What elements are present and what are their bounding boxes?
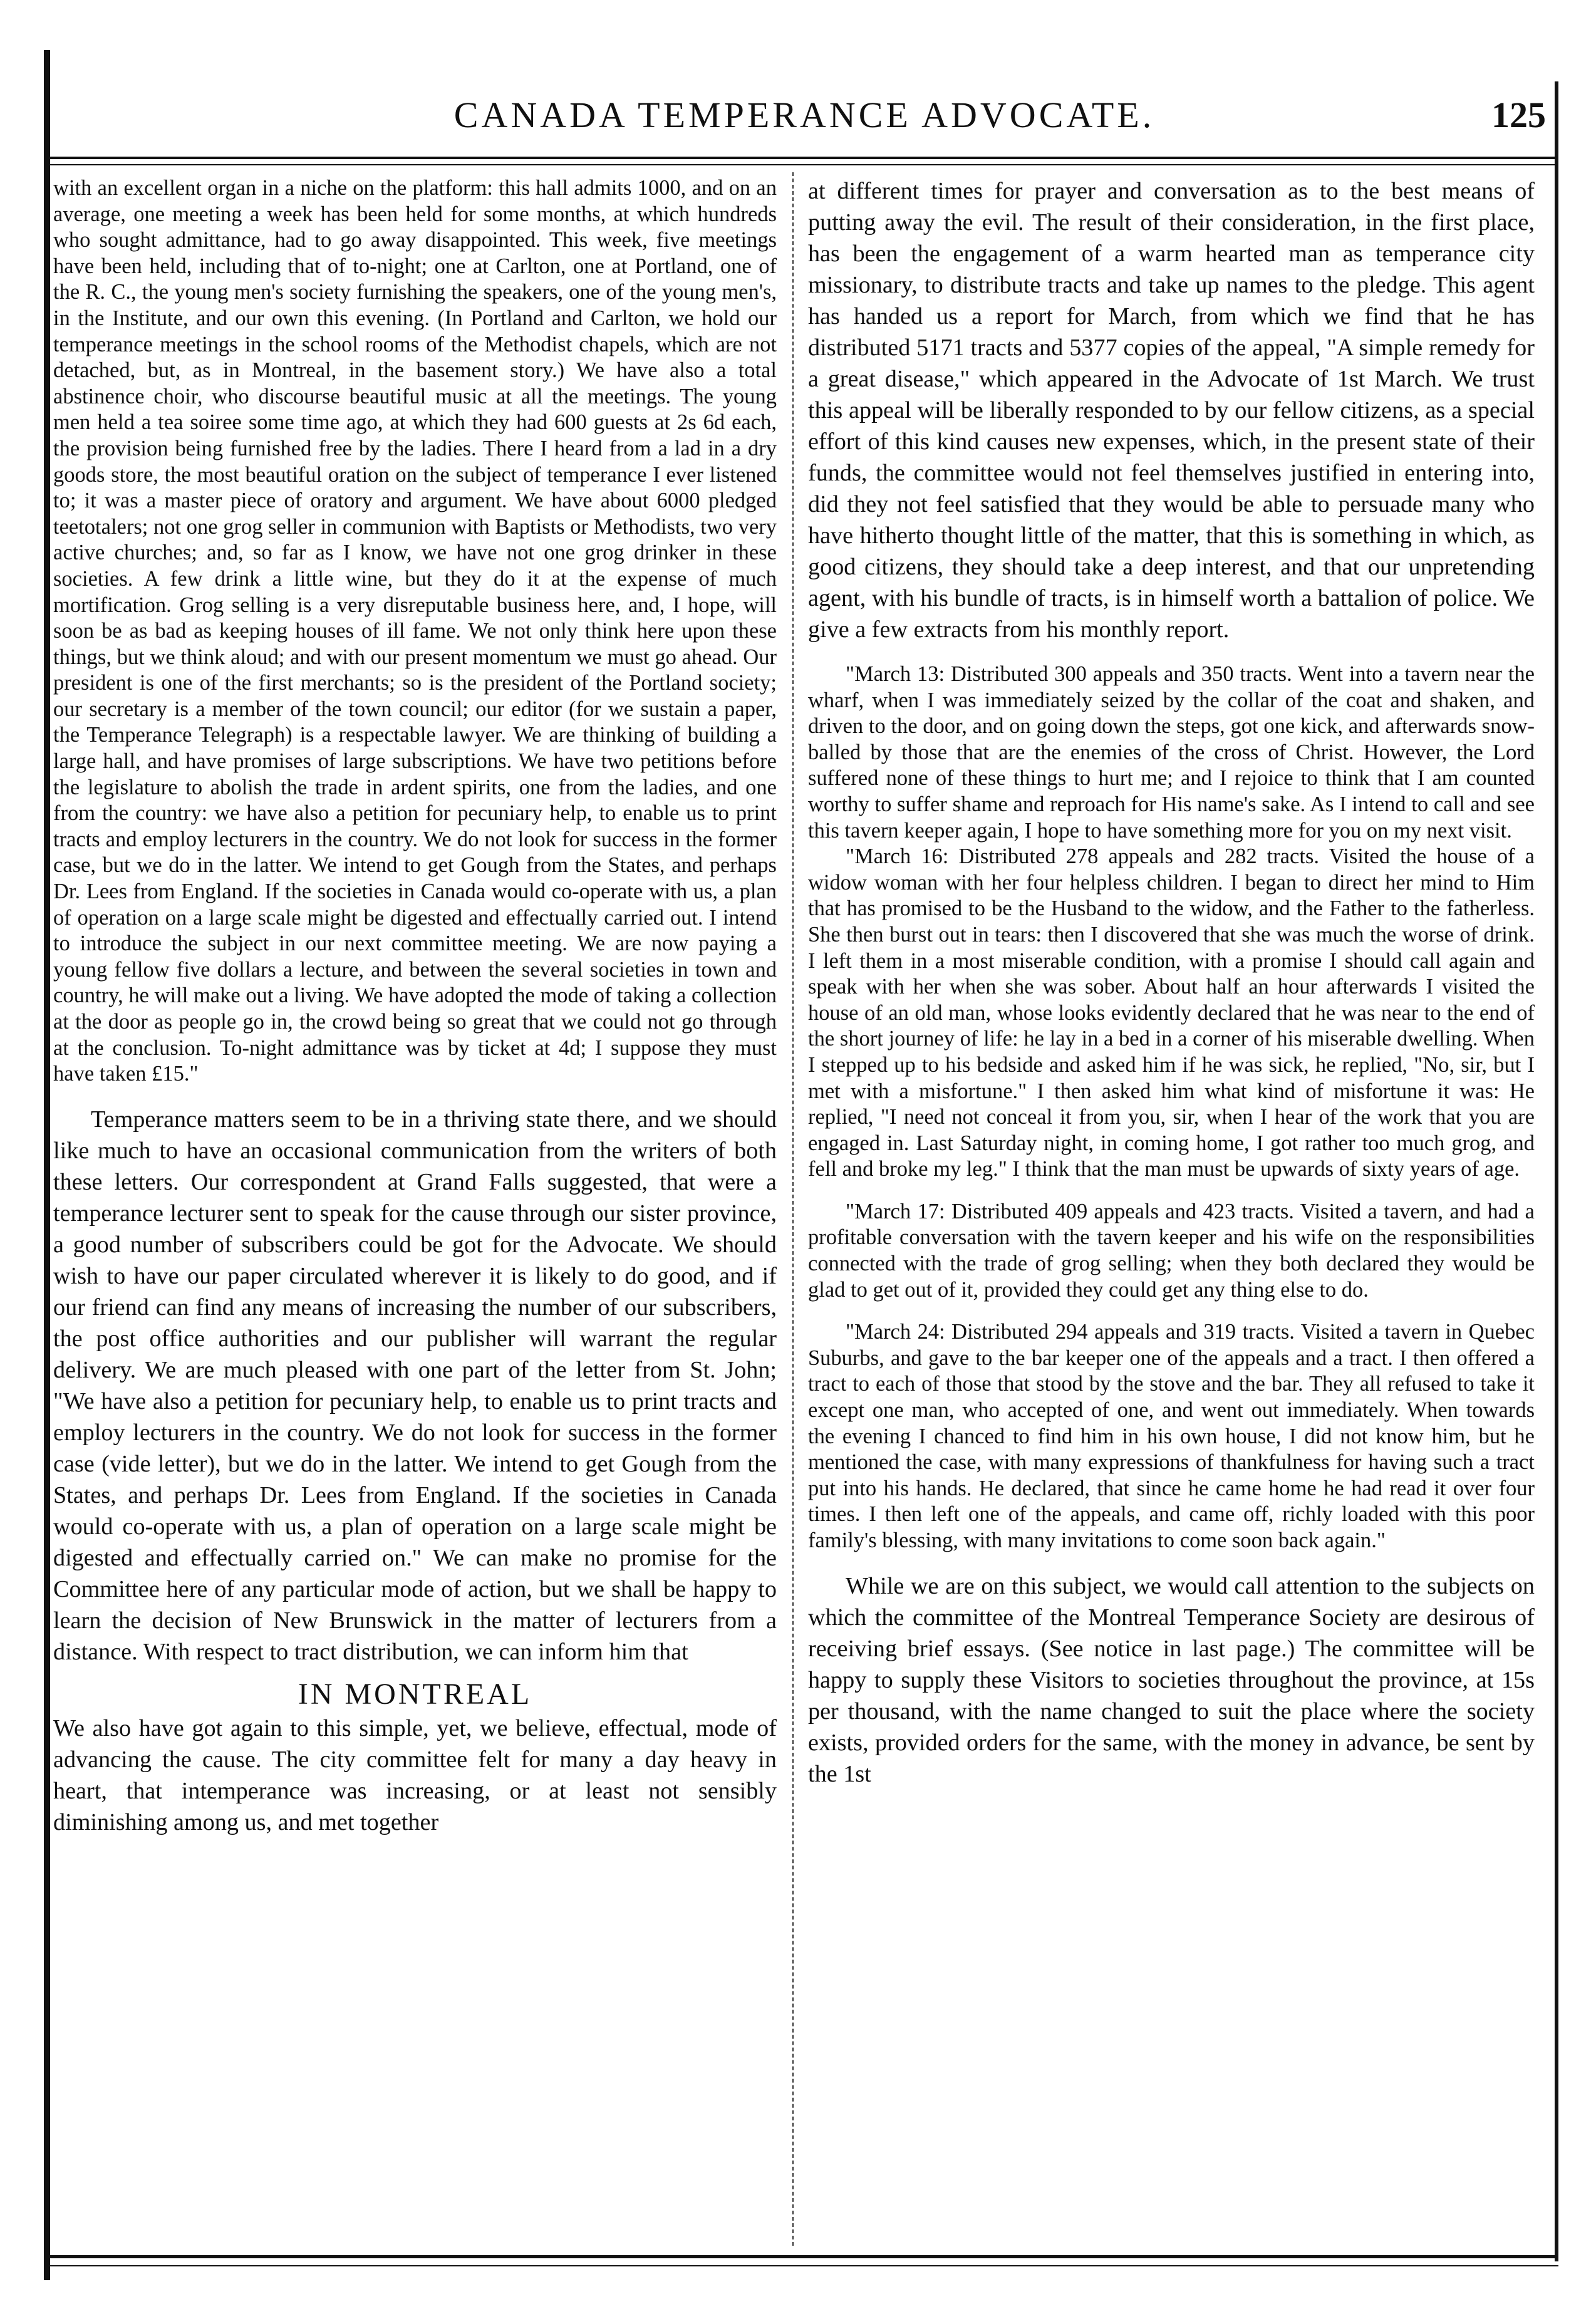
page-number: 125: [1491, 95, 1546, 135]
page-edge-bar: [44, 50, 50, 2280]
footer-rule: [44, 2255, 1558, 2258]
montreal-paragraph-continued: at different times for prayer and conversation as to the best means of putting away the evil. The result of their consideration, in the first place, has been the engagement of a warm hearted man as temperance city missionary, to distribute tracts and take up names to the pledge. This agent has handed us a report for March, from which we find that he has distributed 5171 tracts and 5377 copies of the appeal, "A simple remedy for a great disease," which appeared in the Advocate of 1st March. We trust this appeal will be liberally responded to by our fellow citizens, as a special effort of this kind causes new expenses, which, in the present state of their funds, the committee would not feel themselves justified in entering into, did they not feel satisfied that they would be able to persuade many who have hitherto thought little of the matter, that this is something in which, as good citizens, they should take a deep interest, and that our unpretending agent, with his bundle of tracts, is in himself worth a battalion of police. We give a few extracts from his monthly report.: [808, 178, 1535, 643]
page-header-title: CANADA TEMPERANCE ADVOCATE.: [453, 95, 1155, 135]
editorial-paragraph: Temperance matters seem to be in a thriving state there, and we should like much to have an occasional communication from the writers of both these letters. Our correspondent at Grand Falls suggested, that were a temperance lecturer sent to speak for the cause through our sister province, a good number of subscribers could be got for the Advocate. We should wish to have our paper circulated wherever it is likely to do good, and if our friend can find any means of increasing the number of our subscribers, the post office authorities and our publisher will warrant the regular delivery. We are much pleased with one part of the letter from St. John; "We have also a petition for pecuniary help, to enable us to print tracts and employ lecturers in the country. We do not look for success in the former case (vide letter), but we do in the latter. We intend to get Gough from the States, and perhaps Dr. Lees from England. If the societies in Canada would co-operate with us, a plan of operation on a large scale might be digested and effectually carried on." We can make no promise for the Committee here of any particular mode of action, but we shall be happy to learn the decision of New Brunswick in the matter of lecturers from a distance. With respect to tract distribution, we can inform him that: [53, 1106, 777, 1665]
section-heading: IN MONTREAL: [298, 1677, 532, 1711]
report-entry: "March 13: Distributed 300 appeals and 350 tracts. Went into a tavern near the wharf, when I was immediately seized by the collar of the coat and shaken, and driven to the door, and on going down the steps, got one kick, and afterwards snow-balled by those that are the enemies of the cross of Christ. However, the Lord suffered none of these things to hurt me; and I rejoice to think that I am counted worthy to suffer shame and reproach for His name's sake. As I intend to call and see this tavern keeper again, I hope to have something more for you on my next visit.: [808, 662, 1535, 843]
header-rule: [44, 157, 1558, 159]
report-entry: "March 16: Distributed 278 appeals and 282 tracts. Visited the house of a widow woman with her four helpless children. I began to direct her mind to Him that has promised to be the Husband to the widow, and the Father to the fatherless. She then burst out in tears: then I discovered that she was much the worse of drink. I left them in a most miserable condition, with a promise I should call again and speak with her when she was sober. About half an hour afterwards I visited the house of an old man, whose looks evidently declared that he was near to the end of the short journey of life: he lay in a bed in a corner of his miserable dwelling. When I stepped up to his bedside and asked him if he was sick, he replied, "No, sir, but I met with a misfortune." I then asked him what kind of misfortune it was: He replied, "I need not conceal it from you, sir, when I hear of the work that you are engaged in. Last Saturday night, in coming home, I got rather too much grog, and fell and broke my leg." I think that the man must be upwards of sixty years of age.: [808, 844, 1535, 1181]
report-entry: "March 24: Distributed 294 appeals and 319 tracts. Visited a tavern in Quebec Suburbs, and gave to the bar keeper one of the appeals and a tract. I then offered a tract to each of those that stood by the stove and the bar. They all refused to take it except one man, who accepted of one, and went out immediately. When towards the evening I chanced to find him in his own house, I did not know him, but he mentioned the case, with many expressions of thankfulness for having such a tract put into his hands. He declared, that since he came home he had read it over four times. I then left one of the appeals, and came off, richly loaded with this poor family's blessing, with many invitations to come soon back again.": [808, 1320, 1535, 1552]
report-entry: "March 17: Distributed 409 appeals and 423 tracts. Visited a tavern, and had a profitable conversation with the tavern keeper and his wife on the responsibilities connected with the trade of grog selling; when they both declared they would be glad to get out of it, provided they could get any thing else to do.: [808, 1199, 1535, 1302]
column-divider: [792, 172, 794, 2246]
header-rule-thin: [44, 164, 1558, 165]
montreal-paragraph: We also have got again to this simple, yet, we believe, effectual, mode of advancing the cause. The city committee felt for many a day heavy in heart, that intemperance was increasing, or at least not sensibly diminishing among us, and met together: [53, 1715, 777, 1835]
letter-continued-text: with an excellent organ in a niche on the platform: this hall admits 1000, and on an average, one meeting a week has been held for some months, at which hundreds who sought admittance, had to go away disappointed. This week, five meetings have been held, including that of to-night; one at Carlton, one at Portland, one of the R. C., the young men's society furnishing the speakers, one of the young men's, in the Institute, and our own this evening. (In Portland and Carlton, we hold our temperance meetings in the school rooms of the Methodist chapels, which are not detached, but, as in Montreal, in the basement story.) We have also a total abstinence choir, who discourse beautiful music at all the meetings. The young men held a tea soiree some time ago, at which they had 600 guests at 2s 6d each, the provision being furnished free by the ladies. There I heard from a lad in a dry goods store, the most beautiful oration on the subject of temperance I ever listened to; it was a master piece of oratory and argument. We have about 6000 pledged teetotalers; not one grog seller in communion with Baptists or Methodists, two very active churches; and, so far as I know, we have not one grog drinker in these societies. A few drink a little wine, but they do it at the expense of much mortification. Grog selling is a very disreputable business here, and, I hope, will soon be as bad as keeping houses of ill fame. We not only think here upon these things, but we think aloud; and with our present momentum we must go ahead. Our president is one of the first merchants; so is the president of the Portland society; our secretary is a member of the town council; our editor (for we sustain a paper, the Temperance Telegraph) is a respectable lawyer. We are thinking of building a large hall, and have promises of large subscriptions. We have two petitions before the legislature to abolish the trade in ardent spirits, one from the ladies, and one from the country: we have also a petition for pecuniary help, to enable us to print tracts and employ lecturers in the country. We do not look for success in the former case, but we do in the latter. We intend to get Gough from the States, and perhaps Dr. Lees from England. If the societies in Canada would co-operate with us, a plan of operation on a large scale might be digested and effectually carried out. I intend to introduce the subject in our next committee meeting. We are now paying a young fellow five dollars a lecture, and between the several societies in town and country, he will make out a living. We have adopted the mode of taking a collection at the door as people go in, the crowd being so great that we could not go through at the conclusion. To-night admittance was by ticket at 4d; I suppose they must have taken £15.": [53, 176, 777, 1086]
left-column: [53, 175, 777, 2249]
closing-paragraph: While we are on this subject, we would call attention to the subjects on which the committee of the Montreal Temperance Society are desirous of receiving brief essays. (See notice in last page.) The committee will be happy to supply these Visitors to societies throughout the province, at 15s per thousand, with the name changed to suit the place where the society exists, provided orders for the same, with the money in advance, be sent by the 1st: [808, 1572, 1535, 1787]
right-column: [808, 175, 1535, 2249]
footer-rule-thin: [44, 2265, 1558, 2266]
page-edge-bar-right: [1555, 81, 1558, 2261]
